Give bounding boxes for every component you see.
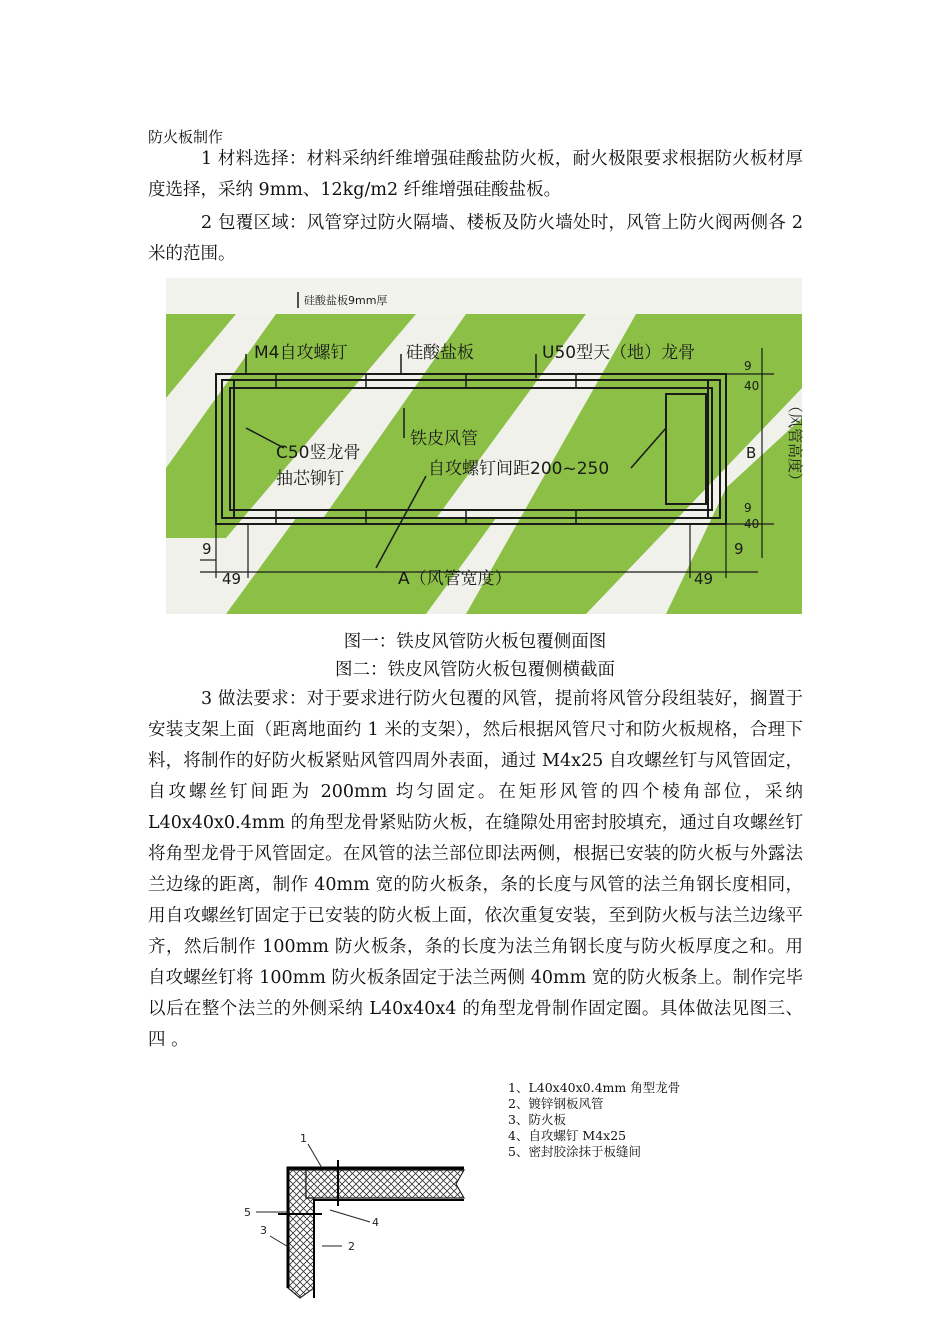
callout-2: 2 <box>348 1240 355 1253</box>
label-duct: 铁皮风管 <box>410 429 478 449</box>
callout-3: 3 <box>260 1224 267 1237</box>
label-rivet: 抽芯铆钉 <box>276 469 344 489</box>
label-top-board: 硅酸盐板9mm厚 <box>304 294 388 307</box>
figure-duct-side-view <box>166 278 802 614</box>
dim-40-bottom: 40 <box>744 517 760 531</box>
dim-40-top: 40 <box>744 379 760 393</box>
dim-9-right-bottom: 9 <box>734 540 744 558</box>
label-c50: C50竖龙骨 <box>276 443 361 463</box>
legend-item: 5、密封胶涂抹于板缝间 <box>508 1144 641 1159</box>
dim-b: B <box>746 444 757 462</box>
callout-5: 5 <box>244 1206 251 1219</box>
paragraph-material: 1 材料选择：材料采纳纤维增强硅酸盐防火板，耐火极限要求根据防火板材厚度选择，采纳 9mm、12kg/m2 纤维增强硅酸盐板。 <box>148 149 803 200</box>
figure-corner-detail <box>230 1128 480 1308</box>
label-screw: M4自攻螺钉 <box>254 343 348 363</box>
dim-49-left: 49 <box>222 570 242 588</box>
legend-item: 3、防火板 <box>508 1112 566 1127</box>
legend-item: 2、镀锌钢板风管 <box>508 1096 604 1111</box>
dim-49-right: 49 <box>694 570 714 588</box>
label-height: （风管高度） <box>786 398 804 489</box>
label-spacing: 自攻螺钉间距200~250 <box>428 459 610 479</box>
label-board: 硅酸盐板 <box>406 343 474 363</box>
legend-item: 1、L40x40x0.4mm 角型龙骨 <box>508 1080 681 1095</box>
dim-9-top: 9 <box>744 359 752 373</box>
label-width: A（风管宽度） <box>398 569 512 589</box>
dim-9-mid: 9 <box>744 501 752 515</box>
caption-figure-1: 图一：铁皮风管防火板包覆侧面图 <box>343 632 607 652</box>
fire-board-horizontal <box>306 1170 464 1198</box>
caption-figure-2: 图二：铁皮风管防火板包覆侧横截面 <box>335 660 615 680</box>
callout-1: 1 <box>300 1132 307 1145</box>
callout-4: 4 <box>372 1216 379 1229</box>
legend-item: 4、自攻螺钉 M4x25 <box>508 1128 627 1143</box>
steel-duct <box>314 1200 464 1298</box>
figure-legend <box>508 1080 680 1160</box>
paragraph-method: 3 做法要求：对于要求进行防火包覆的风管，提前将风管分段组装好，搁置于安装支架上面（距离地面约 1 米的支架），然后根据风管尺寸和防火板规格，合理下料，将制作的好防火板紧贴风管四周外表面，通过 M4x25 自攻螺丝钉与风管固定，自攻螺丝钉间距为 200mm 均匀固定。在矩形风管的四个棱角部位，采纳 L40x40x0.4mm 的角型龙骨紧贴防火板，在缝隙处用密封胶填充，通过自攻螺丝钉将角型龙骨于风管固定。在风管的法兰部位即法两侧，根据已安装的防火板与外露法兰边缘的距离，制作 40mm 宽的防火板条，条的长度与风管的法兰角钢长度相同，用自攻螺丝钉固定于已安装的防火板上面，依次重复安装，至到防火板与法兰边缘平齐，然后制作 100mm 防火板条，条的长度为法兰角钢长度与防火板厚度之和。用自攻螺丝钉将 100mm 防火板条固定于法兰两侧 40mm 宽的防火板条上。制作完毕以后在整个法兰的外侧采纳 L40x40x4 的角型龙骨制作固定圈。具体做法见图三、四 。 <box>148 689 803 1050</box>
label-u50: U50型天（地）龙骨 <box>542 343 696 363</box>
paragraph-coverage: 2 包覆区域：风管穿过防火隔墙、楼板及防火墙处时，风管上防火阀两侧各 2 米的范围。 <box>148 213 803 264</box>
section-title: 防火板制作 <box>148 128 224 146</box>
dim-9-left: 9 <box>202 540 212 558</box>
